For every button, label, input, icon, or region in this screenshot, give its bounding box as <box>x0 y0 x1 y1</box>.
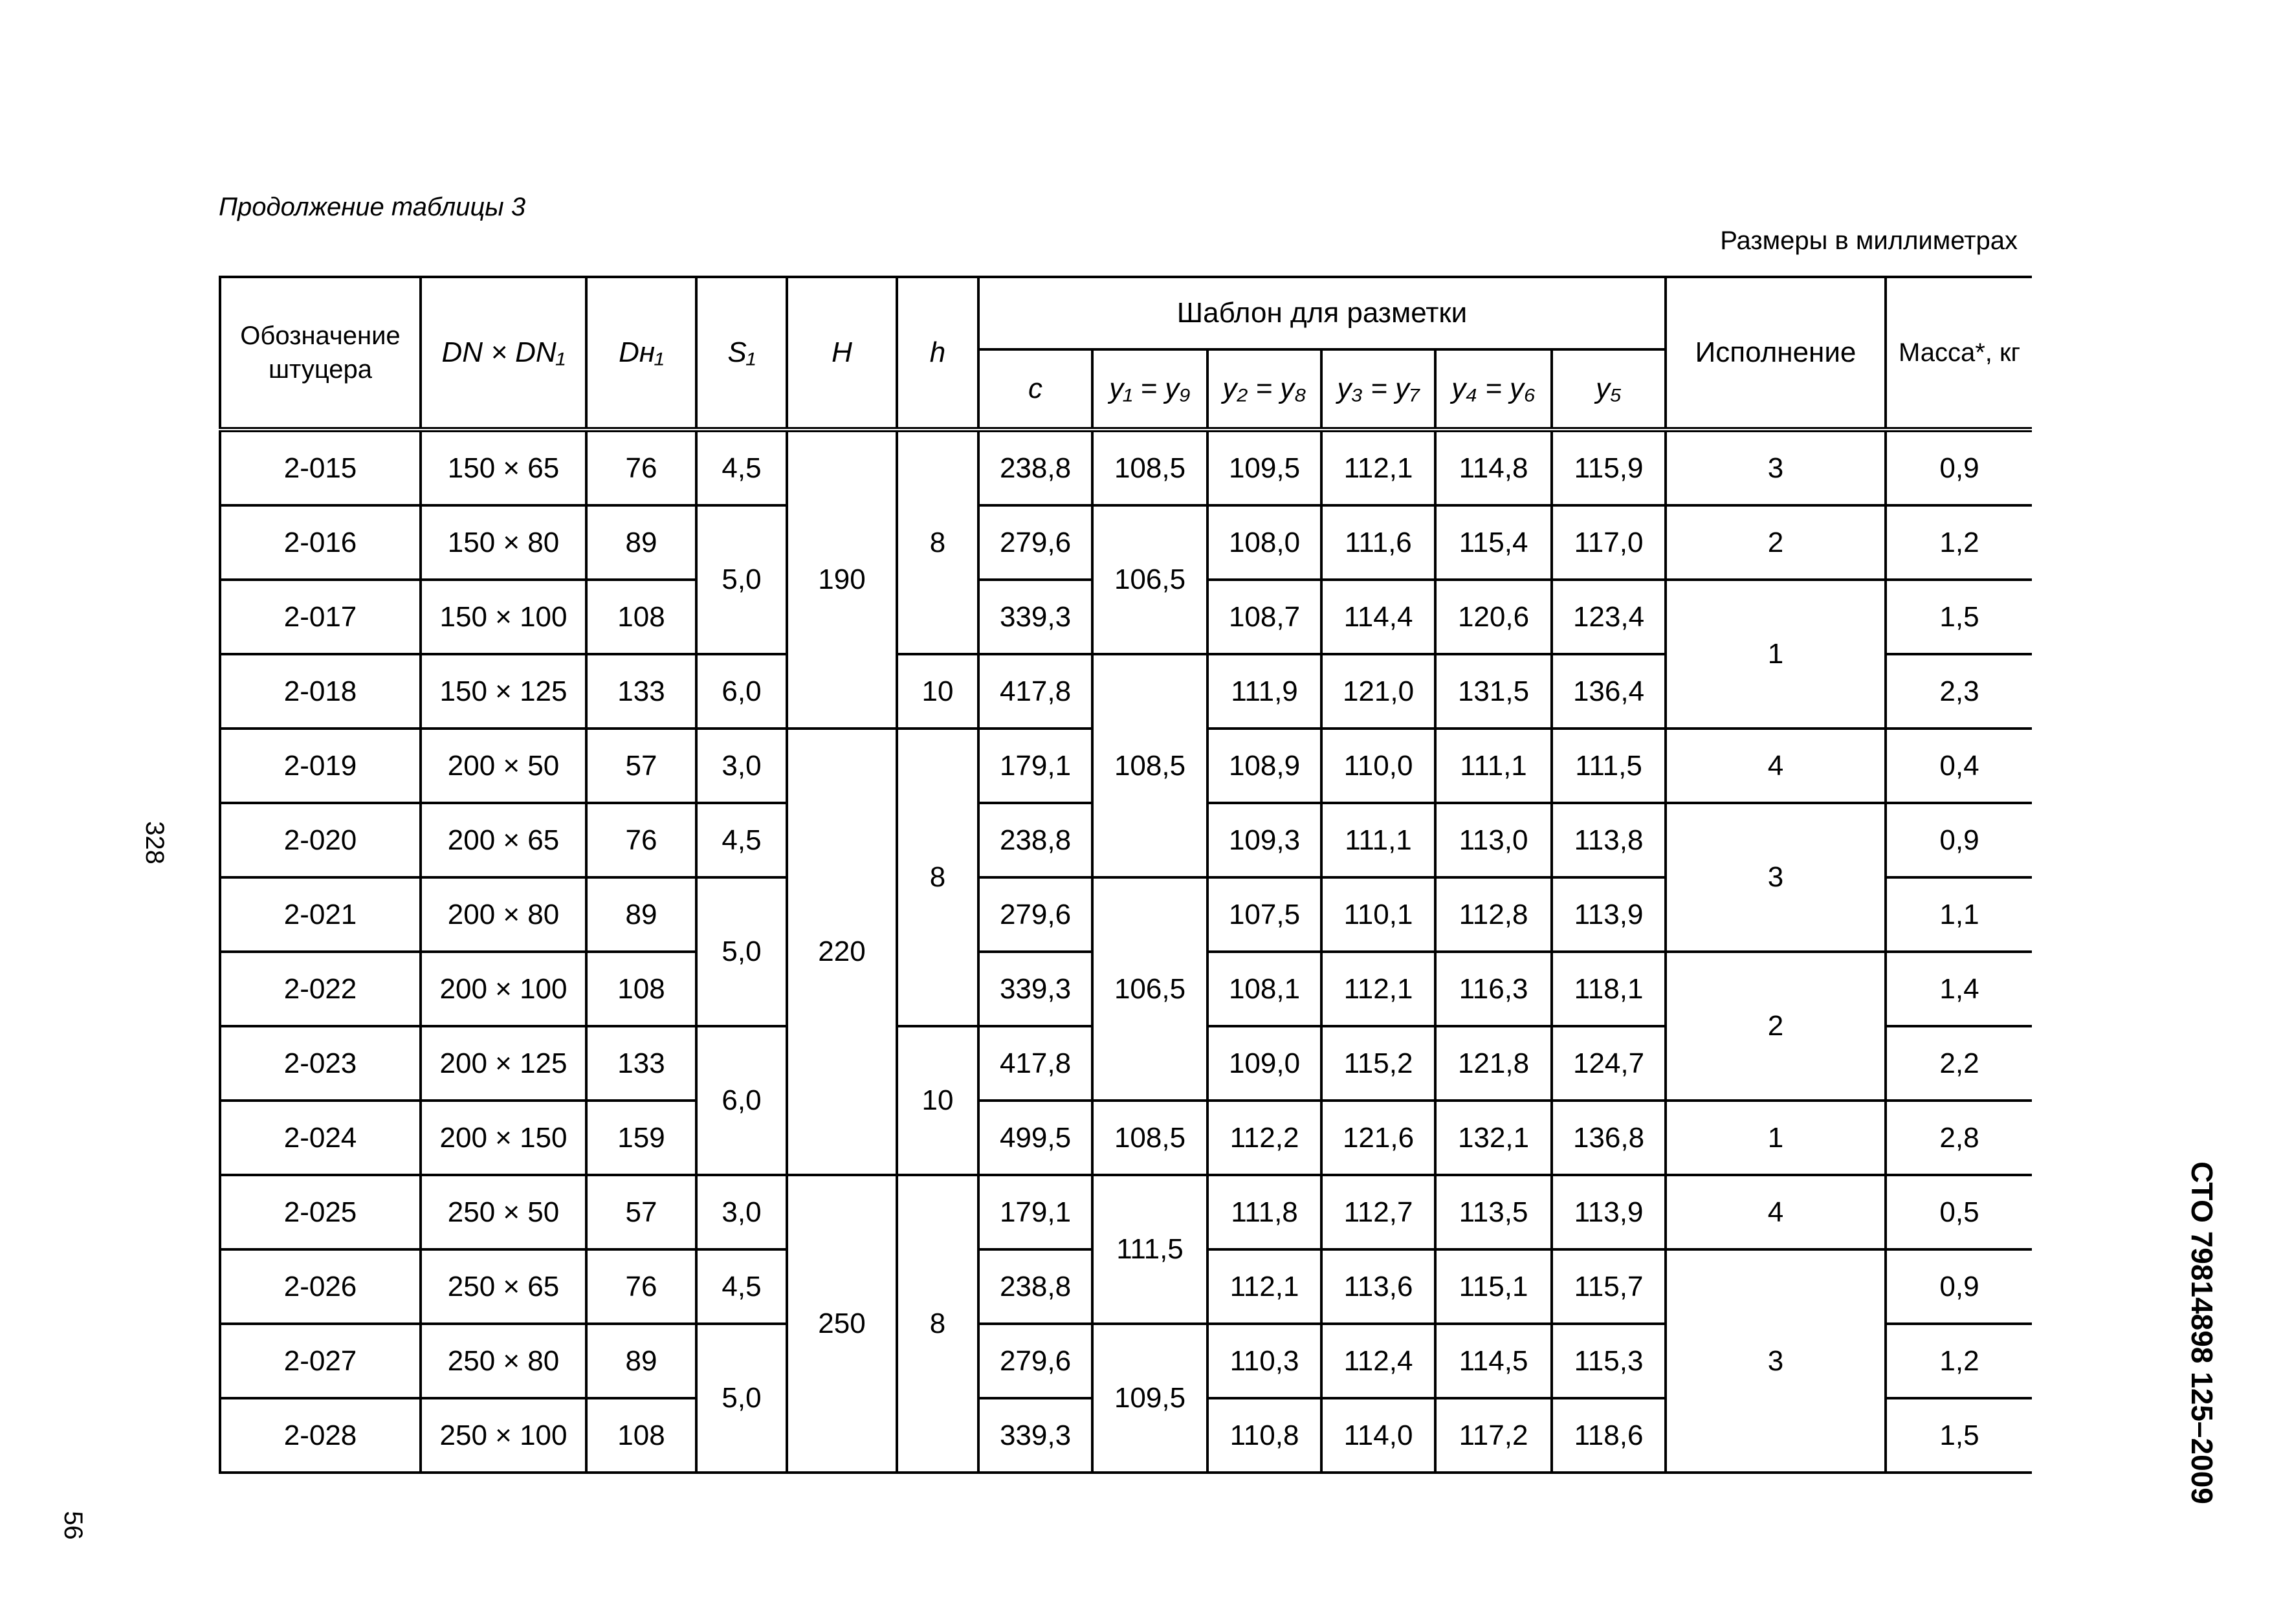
cell-y2: 110,3 <box>1207 1324 1321 1398</box>
header-y4y6: y₄ = y₆ <box>1435 349 1552 430</box>
table-row <box>220 430 2032 505</box>
cell-dn: 250 × 50 <box>421 1175 586 1249</box>
units-note: Размеры в миллиметрах <box>1720 226 2018 255</box>
cell-c: 339,3 <box>978 580 1092 654</box>
cell-dh: 108 <box>586 580 696 654</box>
cell-y5: 118,6 <box>1552 1398 1666 1473</box>
header-y5: y₅ <box>1552 349 1666 430</box>
cell-dn: 150 × 125 <box>421 654 586 729</box>
cell-y5: 124,7 <box>1552 1026 1666 1101</box>
header-template-group: Шаблон для разметки <box>978 277 1666 349</box>
cell-y5: 118,1 <box>1552 952 1666 1026</box>
cell-c: 499,5 <box>978 1101 1092 1175</box>
header-dn: DN × DN₁ <box>421 277 586 430</box>
cell-designation: 2-026 <box>220 1249 421 1324</box>
cell-c: 238,8 <box>978 430 1092 505</box>
cell-mass: 2,8 <box>1886 1101 2032 1175</box>
cell-variant: 3 <box>1666 803 1886 952</box>
cell-h: 8 <box>897 430 978 654</box>
cell-dh: 57 <box>586 729 696 803</box>
cell-y4: 112,8 <box>1435 877 1552 952</box>
cell-y3: 114,0 <box>1321 1398 1435 1473</box>
cell-s: 5,0 <box>696 877 787 1026</box>
cell-y2: 108,1 <box>1207 952 1321 1026</box>
cell-y4: 132,1 <box>1435 1101 1552 1175</box>
cell-mass: 0,9 <box>1886 430 2032 505</box>
cell-y1: 108,5 <box>1092 430 1207 505</box>
cell-y3: 111,6 <box>1321 505 1435 580</box>
cell-y4: 120,6 <box>1435 580 1552 654</box>
cell-mass: 2,2 <box>1886 1026 2032 1101</box>
cell-c: 417,8 <box>978 1026 1092 1101</box>
cell-y4: 121,8 <box>1435 1026 1552 1101</box>
page-number-left: 328 <box>140 821 169 864</box>
cell-y4: 115,1 <box>1435 1249 1552 1324</box>
cell-c: 339,3 <box>978 1398 1092 1473</box>
cell-c: 179,1 <box>978 729 1092 803</box>
cell-y2: 110,8 <box>1207 1398 1321 1473</box>
cell-designation: 2-019 <box>220 729 421 803</box>
header-designation: Обозначение штуцера <box>220 277 421 430</box>
cell-dn: 150 × 100 <box>421 580 586 654</box>
header-c: c <box>978 349 1092 430</box>
header-variant: Исполнение <box>1666 277 1886 430</box>
cell-y5: 115,7 <box>1552 1249 1666 1324</box>
cell-dh: 159 <box>586 1101 696 1175</box>
cell-c: 279,6 <box>978 877 1092 952</box>
fittings-table <box>219 276 2032 1474</box>
cell-dn: 150 × 65 <box>421 430 586 505</box>
cell-variant: 2 <box>1666 505 1886 580</box>
cell-y1: 109,5 <box>1092 1324 1207 1473</box>
cell-y1: 106,5 <box>1092 505 1207 654</box>
cell-dn: 150 × 80 <box>421 505 586 580</box>
cell-mass: 1,5 <box>1886 1398 2032 1473</box>
cell-mass: 1,2 <box>1886 1324 2032 1398</box>
cell-y5: 113,9 <box>1552 1175 1666 1249</box>
cell-mass: 0,4 <box>1886 729 2032 803</box>
table-row <box>220 505 2032 580</box>
cell-dh: 76 <box>586 430 696 505</box>
cell-c: 179,1 <box>978 1175 1092 1249</box>
cell-c: 238,8 <box>978 1249 1092 1324</box>
cell-dn: 250 × 80 <box>421 1324 586 1398</box>
cell-designation: 2-025 <box>220 1175 421 1249</box>
cell-H: 250 <box>787 1175 897 1473</box>
cell-designation: 2-016 <box>220 505 421 580</box>
cell-c: 279,6 <box>978 505 1092 580</box>
cell-dn: 250 × 65 <box>421 1249 586 1324</box>
cell-dh: 89 <box>586 877 696 952</box>
cell-designation: 2-020 <box>220 803 421 877</box>
table-row <box>220 1101 2032 1175</box>
cell-y4: 111,1 <box>1435 729 1552 803</box>
cell-designation: 2-027 <box>220 1324 421 1398</box>
cell-dn: 200 × 150 <box>421 1101 586 1175</box>
cell-designation: 2-015 <box>220 430 421 505</box>
cell-dn: 200 × 125 <box>421 1026 586 1101</box>
cell-y4: 117,2 <box>1435 1398 1552 1473</box>
table-caption: Продолжение таблицы 3 <box>219 193 526 221</box>
cell-designation: 2-022 <box>220 952 421 1026</box>
cell-mass: 2,3 <box>1886 654 2032 729</box>
cell-H: 190 <box>787 430 897 729</box>
cell-variant: 4 <box>1666 1175 1886 1249</box>
cell-y3: 110,0 <box>1321 729 1435 803</box>
header-dh: Dн₁ <box>586 277 696 430</box>
cell-mass: 1,1 <box>1886 877 2032 952</box>
cell-y2: 108,0 <box>1207 505 1321 580</box>
cell-y5: 117,0 <box>1552 505 1666 580</box>
cell-dn: 200 × 50 <box>421 729 586 803</box>
cell-y2: 108,9 <box>1207 729 1321 803</box>
cell-dh: 108 <box>586 952 696 1026</box>
cell-dh: 89 <box>586 1324 696 1398</box>
cell-y5: 113,9 <box>1552 877 1666 952</box>
cell-s: 3,0 <box>696 1175 787 1249</box>
cell-dh: 76 <box>586 803 696 877</box>
cell-mass: 1,4 <box>1886 952 2032 1026</box>
cell-mass: 1,2 <box>1886 505 2032 580</box>
cell-dn: 200 × 80 <box>421 877 586 952</box>
cell-s: 5,0 <box>696 505 787 654</box>
header-y2y8: y₂ = y₈ <box>1207 349 1321 430</box>
cell-y3: 121,0 <box>1321 654 1435 729</box>
cell-y2: 109,3 <box>1207 803 1321 877</box>
cell-dh: 89 <box>586 505 696 580</box>
cell-y2: 111,8 <box>1207 1175 1321 1249</box>
cell-h: 10 <box>897 654 978 729</box>
cell-mass: 0,9 <box>1886 803 2032 877</box>
cell-h: 8 <box>897 1175 978 1473</box>
cell-designation: 2-021 <box>220 877 421 952</box>
cell-y3: 115,2 <box>1321 1026 1435 1101</box>
cell-mass: 0,5 <box>1886 1175 2032 1249</box>
header-H: H <box>787 277 897 430</box>
cell-s: 4,5 <box>696 430 787 505</box>
cell-y1: 108,5 <box>1092 654 1207 877</box>
cell-c: 339,3 <box>978 952 1092 1026</box>
header-y1y9: y₁ = y₉ <box>1092 349 1207 430</box>
cell-y2: 112,2 <box>1207 1101 1321 1175</box>
cell-h: 10 <box>897 1026 978 1175</box>
cell-y4: 115,4 <box>1435 505 1552 580</box>
cell-h: 8 <box>897 729 978 1026</box>
cell-s: 6,0 <box>696 654 787 729</box>
cell-dn: 200 × 65 <box>421 803 586 877</box>
cell-c: 238,8 <box>978 803 1092 877</box>
cell-variant: 2 <box>1666 952 1886 1101</box>
cell-dh: 133 <box>586 654 696 729</box>
cell-y4: 131,5 <box>1435 654 1552 729</box>
cell-c: 279,6 <box>978 1324 1092 1398</box>
cell-y3: 110,1 <box>1321 877 1435 952</box>
cell-c: 417,8 <box>978 654 1092 729</box>
cell-y2: 109,0 <box>1207 1026 1321 1101</box>
cell-y3: 112,4 <box>1321 1324 1435 1398</box>
cell-y5: 136,4 <box>1552 654 1666 729</box>
table-row <box>220 1175 2032 1249</box>
cell-variant: 3 <box>1666 1249 1886 1473</box>
cell-mass: 0,9 <box>1886 1249 2032 1324</box>
header-h: h <box>897 277 978 430</box>
cell-y2: 109,5 <box>1207 430 1321 505</box>
cell-y3: 112,1 <box>1321 952 1435 1026</box>
cell-y4: 116,3 <box>1435 952 1552 1026</box>
cell-y2: 112,1 <box>1207 1249 1321 1324</box>
cell-designation: 2-028 <box>220 1398 421 1473</box>
cell-y4: 113,0 <box>1435 803 1552 877</box>
cell-y1: 108,5 <box>1092 1101 1207 1175</box>
cell-y3: 114,4 <box>1321 580 1435 654</box>
cell-y3: 121,6 <box>1321 1101 1435 1175</box>
header-s: S₁ <box>696 277 787 430</box>
cell-variant: 3 <box>1666 430 1886 505</box>
cell-y5: 115,3 <box>1552 1324 1666 1398</box>
cell-y3: 113,6 <box>1321 1249 1435 1324</box>
cell-s: 6,0 <box>696 1026 787 1175</box>
cell-y3: 112,1 <box>1321 430 1435 505</box>
cell-mass: 1,5 <box>1886 580 2032 654</box>
cell-variant: 1 <box>1666 1101 1886 1175</box>
cell-designation: 2-024 <box>220 1101 421 1175</box>
cell-y5: 136,8 <box>1552 1101 1666 1175</box>
header-mass: Масса*, кг <box>1886 277 2032 430</box>
cell-y1: 111,5 <box>1092 1175 1207 1324</box>
cell-s: 3,0 <box>696 729 787 803</box>
cell-dh: 57 <box>586 1175 696 1249</box>
cell-y4: 113,5 <box>1435 1175 1552 1249</box>
cell-y5: 123,4 <box>1552 580 1666 654</box>
table-container <box>219 276 2032 1513</box>
cell-variant: 1 <box>1666 580 1886 729</box>
cell-designation: 2-023 <box>220 1026 421 1101</box>
cell-y3: 111,1 <box>1321 803 1435 877</box>
cell-y5: 111,5 <box>1552 729 1666 803</box>
cell-y5: 115,9 <box>1552 430 1666 505</box>
header-y3y7: y₃ = y₇ <box>1321 349 1435 430</box>
cell-s: 4,5 <box>696 803 787 877</box>
cell-s: 4,5 <box>696 1249 787 1324</box>
cell-dh: 108 <box>586 1398 696 1473</box>
cell-y4: 114,8 <box>1435 430 1552 505</box>
cell-y4: 114,5 <box>1435 1324 1552 1398</box>
cell-designation: 2-017 <box>220 580 421 654</box>
cell-H: 220 <box>787 729 897 1175</box>
cell-dn: 250 × 100 <box>421 1398 586 1473</box>
cell-y1: 106,5 <box>1092 877 1207 1101</box>
document-code: СТО 79814898 125–2009 <box>2185 1161 2219 1504</box>
page-number-bottom: 56 <box>58 1511 87 1540</box>
cell-y2: 111,9 <box>1207 654 1321 729</box>
cell-dh: 133 <box>586 1026 696 1101</box>
cell-designation: 2-018 <box>220 654 421 729</box>
cell-s: 5,0 <box>696 1324 787 1473</box>
cell-y3: 112,7 <box>1321 1175 1435 1249</box>
cell-variant: 4 <box>1666 729 1886 803</box>
cell-dh: 76 <box>586 1249 696 1324</box>
cell-y5: 113,8 <box>1552 803 1666 877</box>
cell-y2: 107,5 <box>1207 877 1321 952</box>
cell-y2: 108,7 <box>1207 580 1321 654</box>
cell-dn: 200 × 100 <box>421 952 586 1026</box>
